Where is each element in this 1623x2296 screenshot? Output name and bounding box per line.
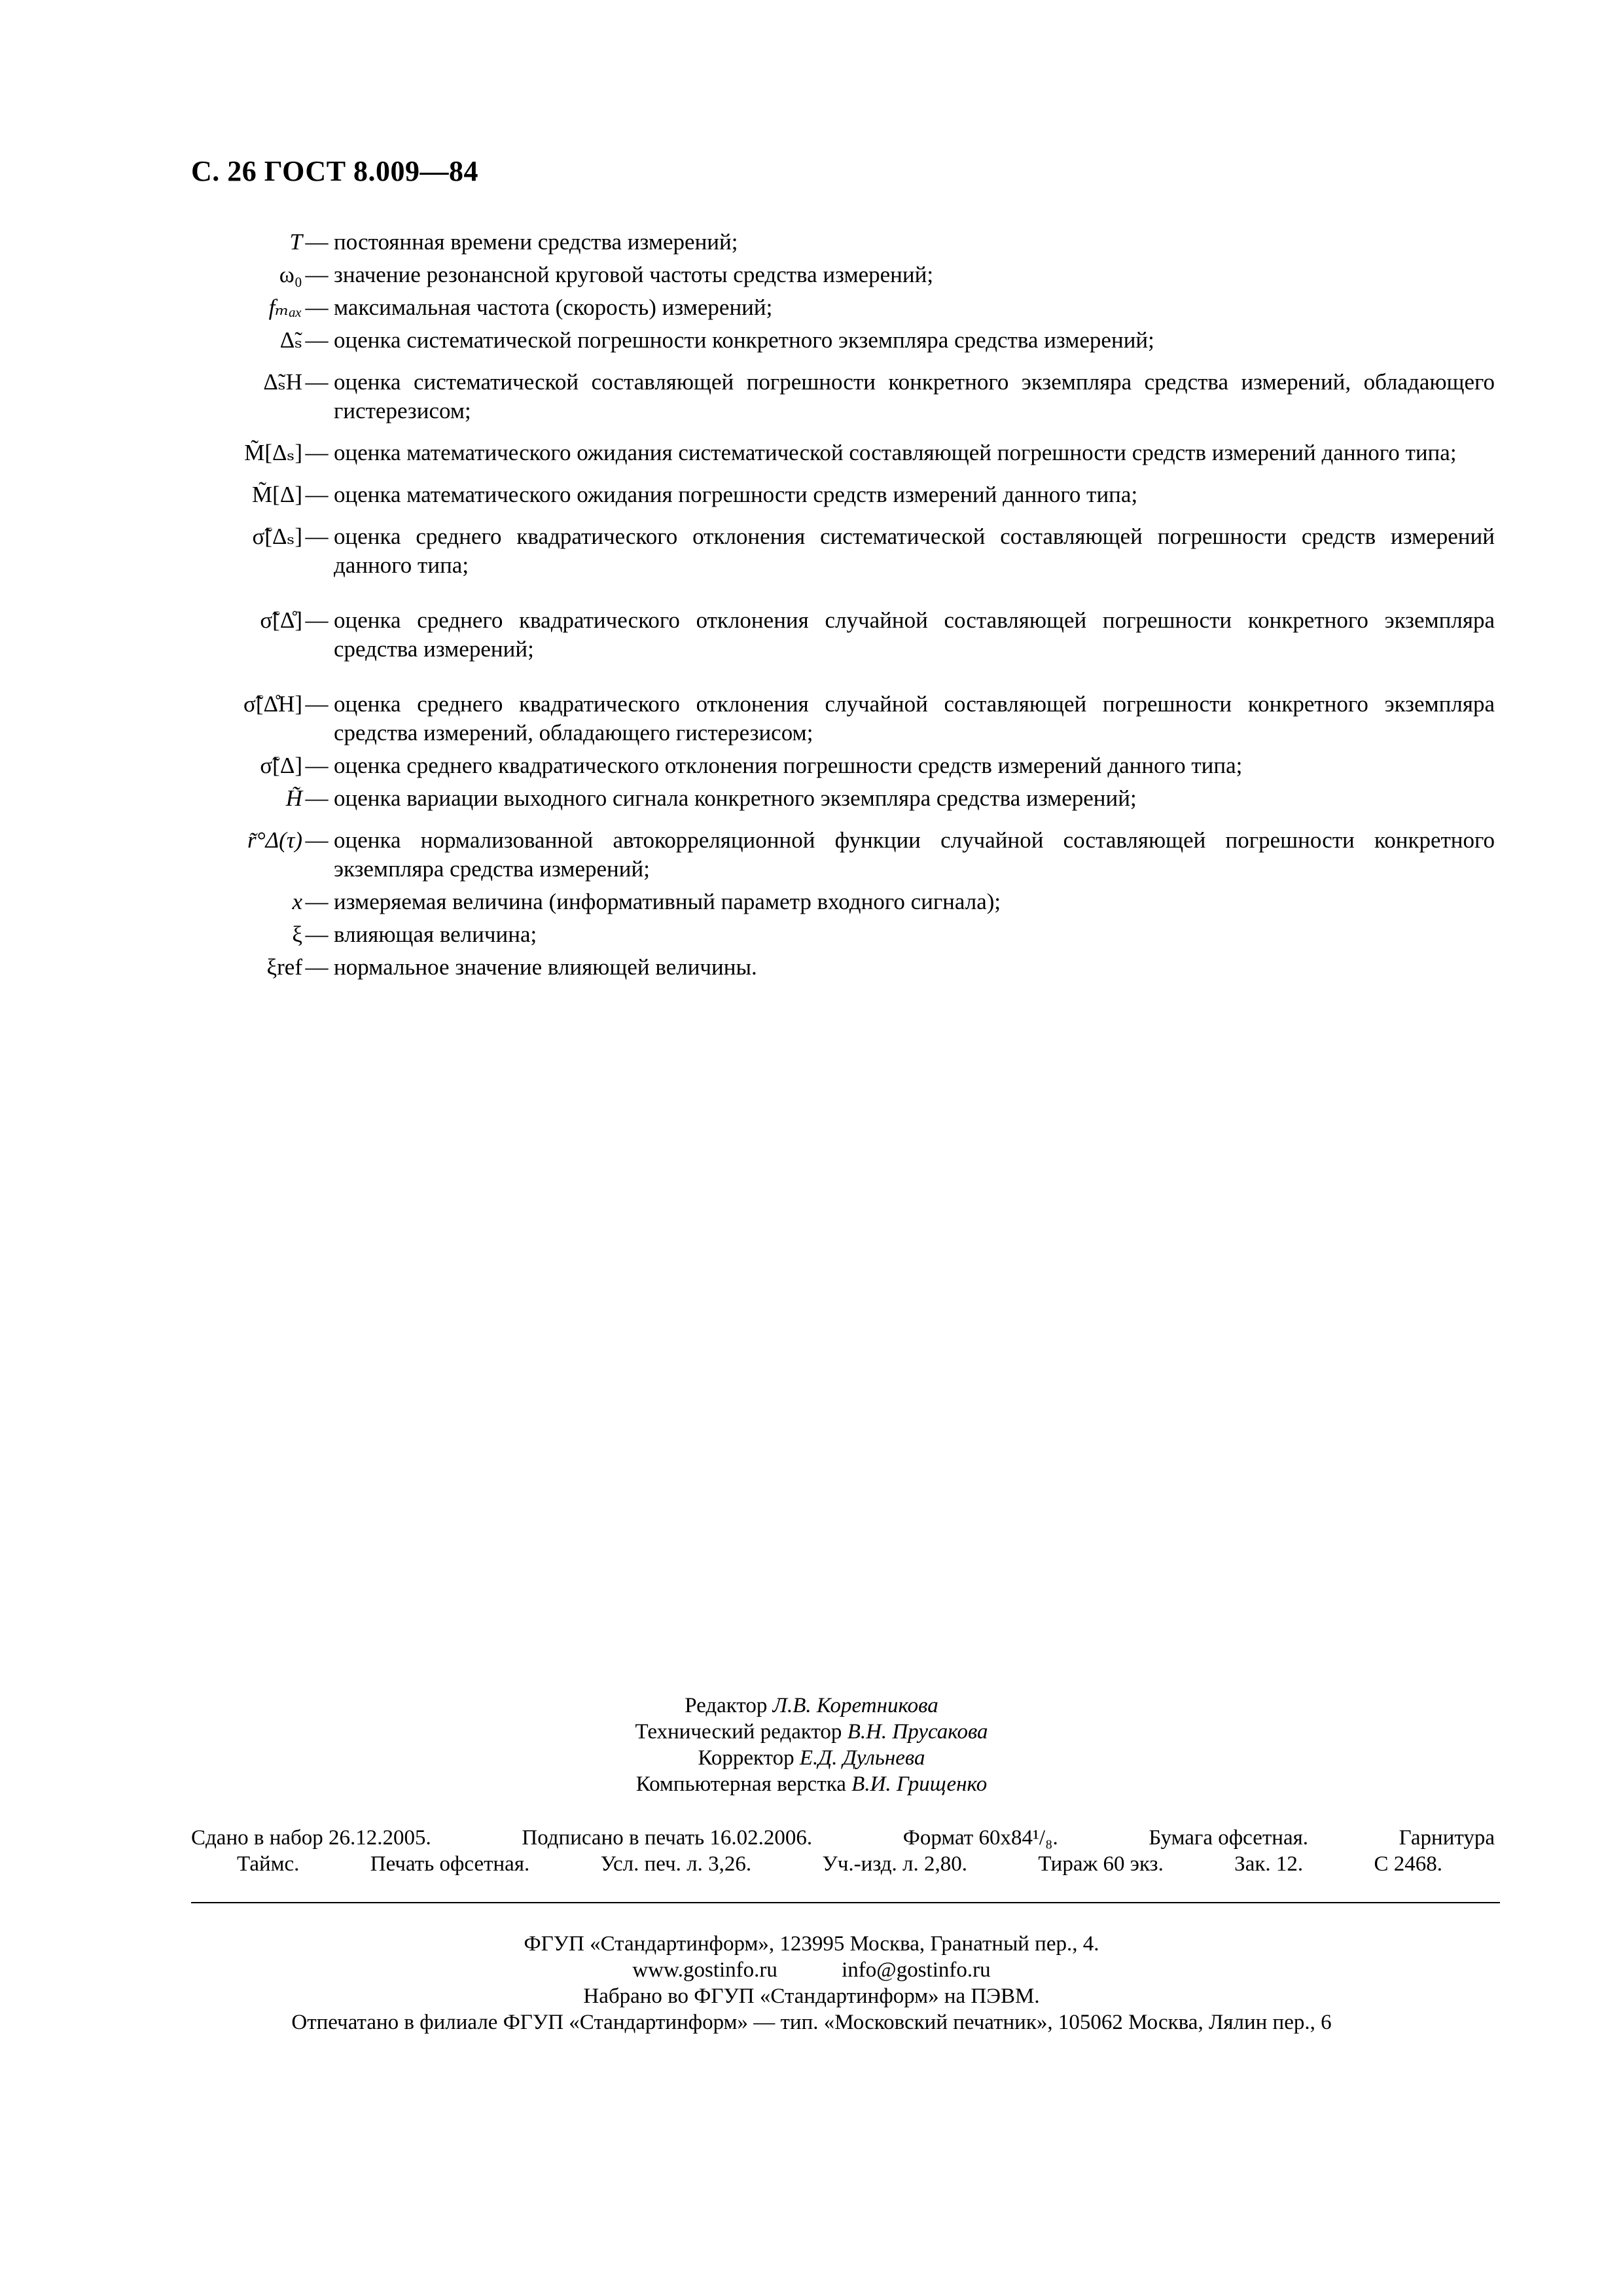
symbol-dash: — <box>305 753 329 778</box>
credit-line <box>0 1745 1623 1771</box>
symbol-row <box>191 784 1495 813</box>
symbol-term: T <box>289 229 302 255</box>
credit-name: В.И. Грищенко <box>851 1772 988 1796</box>
symbol-term: x <box>292 889 302 914</box>
symbol-row <box>191 606 1495 664</box>
credit-line <box>0 1693 1623 1719</box>
symbol-term: σ̃[Δₛ] <box>252 524 302 549</box>
symbol-row <box>191 439 1495 467</box>
credit-role: Технический редактор <box>635 1720 842 1744</box>
credit-name: Л.В. Коретникова <box>772 1694 938 1717</box>
imprint-item: Сдано в набор 26.12.2005. <box>191 1826 431 1850</box>
symbol-definition: значение резонансной круговой частоты средства измерений; <box>334 262 934 287</box>
symbol-row <box>191 826 1495 884</box>
imprint-item: Таймс. <box>237 1852 300 1876</box>
symbol-definition: оценка среднего квадратического отклонения случайной составляющей погрешности конкретного экземпляра средства измерений, обладающего гистерезисом; <box>334 691 1495 745</box>
symbol-definition: максимальная частота (скорость) измерений; <box>334 295 773 320</box>
imprint-item: Формат 60x84¹/₈. <box>902 1826 1058 1850</box>
symbol-list <box>191 228 1495 982</box>
symbol-row <box>191 480 1495 509</box>
credit-line <box>0 1719 1623 1745</box>
symbol-dash: — <box>305 262 329 287</box>
symbol-definition: влияющая величина; <box>334 922 537 947</box>
symbol-definition: оценка систематической погрешности конкретного экземпляра средства измерений; <box>334 327 1154 353</box>
print-imprint <box>191 1825 1495 1877</box>
symbol-definition: оценка среднего квадратического отклонения систематической составляющей погрешности средств измерений данного типа; <box>334 524 1495 578</box>
symbol-definition: измеряемая величина (информативный параметр входного сигнала); <box>334 889 1001 914</box>
symbol-term: Δ̃ₛ <box>279 327 302 353</box>
publisher-info <box>0 1931 1623 2036</box>
symbol-row <box>191 522 1495 580</box>
symbol-dash: — <box>305 827 329 853</box>
symbol-dash: — <box>305 524 329 549</box>
symbol-definition: нормальное значение влияющей величины. <box>334 954 757 980</box>
symbol-dash: — <box>305 482 329 507</box>
symbol-dash: — <box>305 922 329 947</box>
symbol-row <box>191 690 1495 747</box>
symbol-row <box>191 751 1495 780</box>
symbol-term: ω₀ <box>279 262 302 287</box>
symbol-term: M̃[Δ] <box>252 482 302 507</box>
imprint-item: Гарнитура <box>1399 1826 1495 1850</box>
symbol-term: ξ <box>292 922 302 947</box>
email-link[interactable]: info@gostinfo.ru <box>842 1958 991 1982</box>
symbol-dash: — <box>305 785 329 811</box>
page-header: С. 26 ГОСТ 8.009—84 <box>191 155 479 187</box>
symbol-definition: оценка систематической составляющей погрешности конкретного экземпляра средства измерений, обладающего гистерезисом; <box>334 369 1495 423</box>
symbol-term: Δ̃ₛH <box>263 369 302 395</box>
symbol-row <box>191 888 1495 916</box>
symbol-definition: постоянная времени средства измерений; <box>334 229 738 255</box>
credit-role: Корректор <box>698 1746 794 1770</box>
symbol-row <box>191 260 1495 289</box>
symbol-term: fₘₐₓ <box>268 295 302 320</box>
symbol-term: ξref <box>266 954 302 980</box>
symbol-definition: оценка вариации выходного сигнала конкретного экземпляра средства измерений; <box>334 785 1137 811</box>
symbol-definition: оценка нормализованной автокорреляционной функции случайной составляющей погрешности конкретного экземпляра средства измерений; <box>334 827 1495 882</box>
symbol-definition: оценка математического ожидания систематической составляющей погрешности средств измерений данного типа; <box>334 440 1457 465</box>
symbol-term: σ̃[Δ] <box>260 753 302 778</box>
symbol-dash: — <box>305 607 329 633</box>
imprint-item: Уч.-изд. л. 2,80. <box>822 1852 968 1876</box>
symbol-dash: — <box>305 691 329 717</box>
symbol-definition: оценка среднего квадратического отклонения случайной составляющей погрешности конкретного экземпляра средства измерений; <box>334 607 1495 662</box>
symbol-row <box>191 368 1495 425</box>
imprint-item: Тираж 60 экз. <box>1038 1852 1164 1876</box>
imprint-item: Печать офсетная. <box>370 1852 530 1876</box>
publisher-address: ФГУП «Стандартинформ», 123995 Москва, Гранатный пер., 4. <box>524 1932 1099 1956</box>
symbol-term: H̃ <box>285 785 302 811</box>
credit-name: В.Н. Прусакова <box>847 1720 988 1744</box>
imprint-item: Зак. 12. <box>1234 1852 1304 1876</box>
credit-name: Е.Д. Дульнева <box>799 1746 925 1770</box>
imprint-row <box>191 1851 1495 1877</box>
symbol-dash: — <box>305 229 329 255</box>
horizontal-rule <box>191 1902 1500 1903</box>
symbol-dash: — <box>305 295 329 320</box>
editorial-credits <box>0 1693 1623 1797</box>
symbol-row <box>191 326 1495 355</box>
symbol-row <box>191 953 1495 982</box>
credit-role: Компьютерная верстка <box>635 1772 846 1796</box>
symbol-dash: — <box>305 889 329 914</box>
imprint-item: Подписано в печать 16.02.2006. <box>522 1826 813 1850</box>
credit-role: Редактор <box>685 1694 768 1717</box>
symbol-row <box>191 228 1495 257</box>
symbol-term: r̃°Δ(τ) <box>247 827 302 853</box>
symbol-dash: — <box>305 954 329 980</box>
symbol-definition: оценка среднего квадратического отклонения погрешности средств измерений данного типа; <box>334 753 1243 778</box>
credit-line <box>0 1771 1623 1797</box>
symbol-row <box>191 293 1495 322</box>
imprint-row <box>191 1825 1495 1851</box>
website-link[interactable]: www.gostinfo.ru <box>632 1958 777 1982</box>
typeset-note: Набрано во ФГУП «Стандартинформ» на ПЭВМ. <box>583 1984 1040 2008</box>
printed-note: Отпечатано в филиале ФГУП «Стандартинформ» — тип. «Московский печатник», 105062 Москва, Лялин пер., 6 <box>291 2011 1332 2034</box>
symbol-dash: — <box>305 327 329 353</box>
symbol-term: M̃[Δₛ] <box>244 440 302 465</box>
imprint-item: Усл. печ. л. 3,26. <box>600 1852 752 1876</box>
publisher-contacts <box>0 1957 1623 1983</box>
symbol-dash: — <box>305 369 329 395</box>
symbol-term: σ̃[Δ̊] <box>260 607 302 633</box>
imprint-item: Бумага офсетная. <box>1149 1826 1309 1850</box>
imprint-item: С 2468. <box>1374 1852 1442 1876</box>
symbol-row <box>191 920 1495 949</box>
symbol-term: σ̃[Δ̊H] <box>243 691 302 717</box>
symbol-dash: — <box>305 440 329 465</box>
symbol-definition: оценка математического ожидания погрешности средств измерений данного типа; <box>334 482 1138 507</box>
